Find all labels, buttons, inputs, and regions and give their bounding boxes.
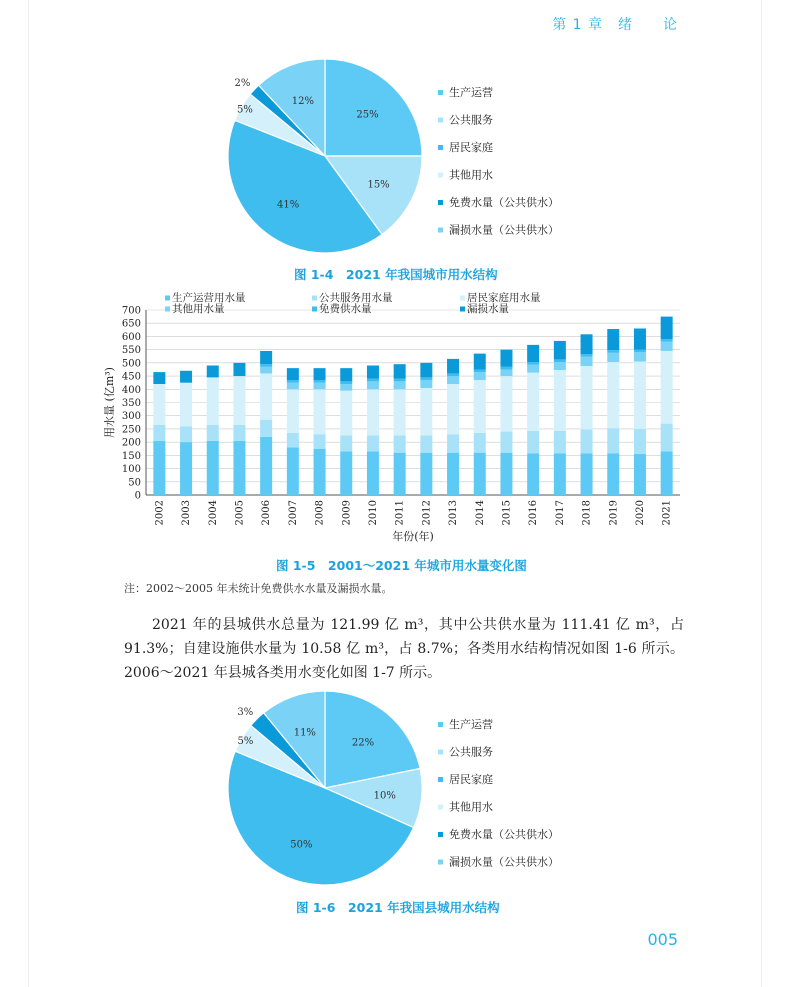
y-axis-label: 用水量 (亿m³) <box>103 367 116 438</box>
x-tick-label-2002: 2002 <box>154 500 166 526</box>
figure-1-5-note: 注：2002～2005 年未统计免费供水水量及漏损水量。 <box>124 582 393 595</box>
bar-2010-series-2 <box>367 436 379 452</box>
x-tick-label-2003: 2003 <box>181 500 193 526</box>
bar-2006-series-3 <box>260 373 272 419</box>
bar-2003-series-6 <box>180 371 192 383</box>
bar-2019-series-3 <box>607 362 619 428</box>
bar-legend-swatch-5 <box>312 307 317 312</box>
figure-1-4-caption: 图 1-4 2021 年我国城市用水结构 <box>294 267 498 282</box>
y-tick-label-0: 0 <box>134 490 141 502</box>
pie1-legend-label-5: 免费水量（公共供水） <box>449 196 559 209</box>
pie2-legend-label-3: 居民家庭 <box>449 773 493 786</box>
pie1-slice-1 <box>325 59 422 156</box>
bar-2007-series-4 <box>287 383 299 390</box>
bar-2013-series-6 <box>447 359 459 374</box>
x-tick-label-2015: 2015 <box>501 500 513 526</box>
bar-2010-series-5 <box>367 379 379 382</box>
bar-2012-series-4 <box>420 380 432 388</box>
bar-2014-series-3 <box>474 380 486 433</box>
y-tick-label-450: 450 <box>121 371 141 383</box>
bar-2003-series-2 <box>180 426 192 442</box>
y-tick-label-250: 250 <box>121 424 141 436</box>
y-tick-label-700: 700 <box>121 305 141 317</box>
bar-2013-series-4 <box>447 376 459 384</box>
bar-2019-series-2 <box>607 428 619 453</box>
pie2-legend-swatch-6 <box>438 860 443 865</box>
pie2-slice-label-6: 11% <box>293 727 316 739</box>
bar-2002-series-2 <box>153 425 165 441</box>
bar-2017-series-5 <box>554 359 566 362</box>
bar-2010-series-4 <box>367 381 379 389</box>
bar-2005-series-6 <box>233 363 245 376</box>
bar-2012-series-2 <box>420 436 432 453</box>
bar-2011-series-5 <box>394 379 406 382</box>
x-tick-label-2006: 2006 <box>261 500 273 526</box>
bar-2015-series-4 <box>500 369 512 376</box>
bar-2009-series-4 <box>340 384 352 391</box>
figure-1-5-caption: 图 1-5 2001～2021 年城市用水量变化图 <box>276 558 527 573</box>
bar-2021-series-5 <box>661 339 673 342</box>
bar-2009-series-6 <box>340 368 352 381</box>
bar-2020-series-2 <box>634 429 646 454</box>
pie-chart-county-water-structure <box>200 690 600 895</box>
bar-2003-series-1 <box>180 442 192 495</box>
pie1-legend-label-3: 居民家庭 <box>449 141 493 154</box>
bar-2006-series-1 <box>260 437 272 495</box>
y-tick-label-300: 300 <box>121 411 141 423</box>
bar-2021-series-2 <box>661 424 673 452</box>
bar-2003-series-3 <box>180 383 192 427</box>
bar-2006-series-2 <box>260 420 272 437</box>
x-tick-label-2005: 2005 <box>234 500 246 526</box>
bar-2016-series-6 <box>527 345 539 362</box>
pie1-slice-label-1: 25% <box>356 109 379 121</box>
running-head: 第 1 章 绪 论 <box>552 17 678 33</box>
bar-2009-series-1 <box>340 451 352 495</box>
pie1-legend-label-4: 其他用水 <box>449 168 493 182</box>
bar-2020-series-5 <box>634 350 646 353</box>
pie1-slice-label-6: 12% <box>291 96 314 108</box>
x-tick-label-2014: 2014 <box>474 500 486 526</box>
pie1-legend-label-6: 漏损水量（公共供水） <box>449 223 559 237</box>
bar-2002-series-1 <box>153 441 165 495</box>
bar-2012-series-6 <box>420 363 432 378</box>
x-tick-label-2013: 2013 <box>448 500 460 526</box>
bar-2012-series-5 <box>420 377 432 380</box>
bar-2009-series-2 <box>340 436 352 452</box>
bar-2018-series-6 <box>581 334 593 354</box>
bar-2010-series-1 <box>367 451 379 495</box>
bar-legend-label-5: 免费供水量 <box>319 303 372 315</box>
bar-2008-series-4 <box>314 383 326 390</box>
bar-2015-series-3 <box>500 376 512 432</box>
bar-2016-series-2 <box>527 431 539 453</box>
bar-2012-series-1 <box>420 453 432 495</box>
bar-2018-series-1 <box>581 453 593 495</box>
bar-2015-series-5 <box>500 367 512 370</box>
x-tick-label-2012: 2012 <box>421 500 433 526</box>
pie2-slice-label-3: 50% <box>290 839 313 851</box>
bar-legend-label-4: 其他用水量 <box>172 303 225 315</box>
y-tick-label-550: 550 <box>121 345 141 357</box>
pie2-legend-swatch-1 <box>438 722 443 727</box>
bar-2008-series-6 <box>314 368 326 380</box>
pie2-legend-label-2: 公共服务 <box>449 745 493 759</box>
y-tick-label-50: 50 <box>128 477 141 489</box>
bar-2020-series-3 <box>634 362 646 429</box>
y-tick-label-600: 600 <box>121 331 141 343</box>
bar-2007-series-1 <box>287 447 299 495</box>
pie-chart-city-water-structure <box>200 58 600 263</box>
bar-2011-series-4 <box>394 381 406 389</box>
x-tick-label-2021: 2021 <box>661 500 673 526</box>
pie2-slice-label-4: 5% <box>237 735 254 747</box>
y-tick-label-150: 150 <box>121 450 141 462</box>
bar-2002-series-6 <box>153 372 165 384</box>
bar-2020-series-6 <box>634 329 646 350</box>
x-tick-label-2019: 2019 <box>608 500 620 526</box>
bar-2006-series-4 <box>260 367 272 374</box>
bar-2014-series-4 <box>474 372 486 380</box>
bar-2004-series-6 <box>207 366 219 378</box>
bar-2002-series-3 <box>153 384 165 425</box>
y-tick-label-100: 100 <box>121 464 141 476</box>
bar-2017-series-4 <box>554 362 566 370</box>
bar-2006-series-5 <box>260 364 272 367</box>
pie1-legend-label-2: 公共服务 <box>449 113 493 127</box>
bar-2014-series-1 <box>474 453 486 495</box>
bar-legend-swatch-3 <box>460 296 465 301</box>
bar-2007-series-6 <box>287 368 299 380</box>
bar-legend-label-2: 公共服务用水量 <box>319 292 393 304</box>
bar-2008-series-5 <box>314 380 326 383</box>
x-tick-label-2008: 2008 <box>314 500 326 526</box>
bar-2008-series-2 <box>314 434 326 449</box>
x-tick-label-2004: 2004 <box>207 500 219 526</box>
y-tick-label-650: 650 <box>121 318 141 330</box>
paragraph-text: 2021 年的县城供水总量为 121.99 亿 m³，其中公共供水量为 111.41 亿 m³，占 91.3%；自建设施供水量为 10.58 亿 m³，占 8.7%；各类用水结构情况如图 1-6 所示。2006～2021 年县城各类用水变化如图 1-7 所示。 <box>124 617 684 681</box>
bar-2007-series-2 <box>287 433 299 448</box>
pie2-slice-label-2: 10% <box>373 790 396 802</box>
bar-2005-series-3 <box>233 376 245 425</box>
bar-2015-series-6 <box>500 350 512 367</box>
bar-2005-series-2 <box>233 425 245 441</box>
bar-2007-series-3 <box>287 389 299 433</box>
bar-2014-series-5 <box>474 369 486 372</box>
bar-2017-series-3 <box>554 370 566 431</box>
bar-2018-series-2 <box>581 429 593 453</box>
bar-2018-series-5 <box>581 354 593 357</box>
bar-2016-series-1 <box>527 453 539 495</box>
bar-2010-series-6 <box>367 366 379 379</box>
bar-2013-series-5 <box>447 373 459 376</box>
y-tick-label-500: 500 <box>121 358 141 370</box>
bar-2011-series-3 <box>394 389 406 435</box>
x-tick-label-2016: 2016 <box>528 500 540 526</box>
bar-2008-series-1 <box>314 449 326 495</box>
pie2-legend-swatch-3 <box>438 777 443 782</box>
x-tick-label-2017: 2017 <box>554 500 566 526</box>
bar-2019-series-1 <box>607 453 619 495</box>
pie2-legend-swatch-5 <box>438 832 443 837</box>
pie1-slice-label-4: 5% <box>237 104 253 116</box>
x-axis-label: 年份(年) <box>392 530 434 543</box>
y-tick-label-200: 200 <box>121 437 141 449</box>
x-tick-label-2018: 2018 <box>581 500 593 526</box>
stacked-bar-chart-city-water-volume <box>100 292 700 552</box>
bar-2019-series-6 <box>607 329 619 350</box>
bar-2021-series-4 <box>661 342 673 351</box>
y-tick-label-350: 350 <box>121 398 141 409</box>
bar-2015-series-2 <box>500 432 512 453</box>
bar-2004-series-1 <box>207 441 219 495</box>
bar-2020-series-4 <box>634 352 646 361</box>
bar-2017-series-1 <box>554 453 566 495</box>
bar-legend-label-1: 生产运营用水量 <box>172 292 246 304</box>
bar-2011-series-2 <box>394 436 406 453</box>
x-tick-label-2020: 2020 <box>634 500 646 526</box>
bar-legend-label-6: 漏损水量 <box>467 303 509 315</box>
bar-2013-series-2 <box>447 434 459 453</box>
pie1-legend-swatch-2 <box>438 118 443 123</box>
pie1-legend-swatch-4 <box>438 173 443 178</box>
pie2-legend-label-6: 漏损水量（公共供水） <box>449 855 559 869</box>
bar-legend-swatch-4 <box>165 307 170 312</box>
y-tick-label-400: 400 <box>121 384 141 396</box>
bar-2009-series-3 <box>340 391 352 436</box>
bar-2021-series-3 <box>661 351 673 424</box>
bar-2020-series-1 <box>634 454 646 495</box>
bar-2008-series-3 <box>314 389 326 434</box>
bar-legend-swatch-2 <box>312 296 317 301</box>
bar-2010-series-3 <box>367 389 379 435</box>
pie1-slice-label-2: 15% <box>367 179 390 191</box>
bar-2021-series-1 <box>661 451 673 495</box>
x-tick-label-2009: 2009 <box>341 500 353 526</box>
x-tick-label-2007: 2007 <box>287 500 299 526</box>
bar-2013-series-1 <box>447 453 459 495</box>
bar-2021-series-6 <box>661 317 673 339</box>
pie2-slice-label-1: 22% <box>351 737 375 749</box>
bar-2016-series-3 <box>527 373 539 431</box>
pie2-legend-swatch-2 <box>438 750 443 755</box>
bar-2011-series-1 <box>394 453 406 495</box>
bar-2017-series-6 <box>554 341 566 360</box>
bar-2012-series-3 <box>420 388 432 436</box>
pie1-legend-swatch-6 <box>438 228 443 233</box>
pie1-legend-swatch-3 <box>438 145 443 150</box>
bar-2019-series-4 <box>607 353 619 362</box>
bar-legend-swatch-1 <box>165 296 170 301</box>
bar-2007-series-5 <box>287 380 299 383</box>
bar-2004-series-2 <box>207 425 219 441</box>
bar-2015-series-1 <box>500 453 512 495</box>
body-paragraph <box>124 613 684 685</box>
pie1-slice-label-5: 2% <box>234 78 251 90</box>
bar-2018-series-4 <box>581 357 593 366</box>
pie1-slice-label-3: 41% <box>277 199 300 211</box>
bar-legend-swatch-6 <box>460 307 465 312</box>
pie1-legend-swatch-5 <box>438 200 443 205</box>
bar-2013-series-3 <box>447 384 459 434</box>
bar-2016-series-4 <box>527 365 539 373</box>
pie2-slice-label-5: 3% <box>237 707 254 719</box>
figure-1-6-caption: 图 1-6 2021 年我国县城用水结构 <box>296 900 500 915</box>
bar-2017-series-2 <box>554 431 566 453</box>
pie2-legend-label-4: 其他用水 <box>449 800 493 814</box>
bar-2014-series-6 <box>474 354 486 370</box>
bar-2009-series-5 <box>340 381 352 384</box>
bar-legend-label-3: 居民家庭用水量 <box>467 292 541 304</box>
bar-2018-series-3 <box>581 366 593 429</box>
bar-2016-series-5 <box>527 362 539 365</box>
bar-2019-series-5 <box>607 350 619 353</box>
bar-2011-series-6 <box>394 364 406 379</box>
pie1-legend-swatch-1 <box>438 90 443 95</box>
bar-2004-series-3 <box>207 377 219 425</box>
page-number: 005 <box>647 930 678 949</box>
pie1-legend-label-1: 生产运营 <box>449 86 493 99</box>
pie2-legend-label-1: 生产运营 <box>449 718 493 731</box>
bar-2006-series-6 <box>260 351 272 364</box>
bar-2014-series-2 <box>474 433 486 453</box>
x-tick-label-2010: 2010 <box>367 500 379 526</box>
pie2-legend-label-5: 免费水量（公共供水） <box>449 828 559 841</box>
x-tick-label-2011: 2011 <box>394 500 406 526</box>
pie2-legend-swatch-4 <box>438 805 443 810</box>
bar-2005-series-1 <box>233 441 245 495</box>
